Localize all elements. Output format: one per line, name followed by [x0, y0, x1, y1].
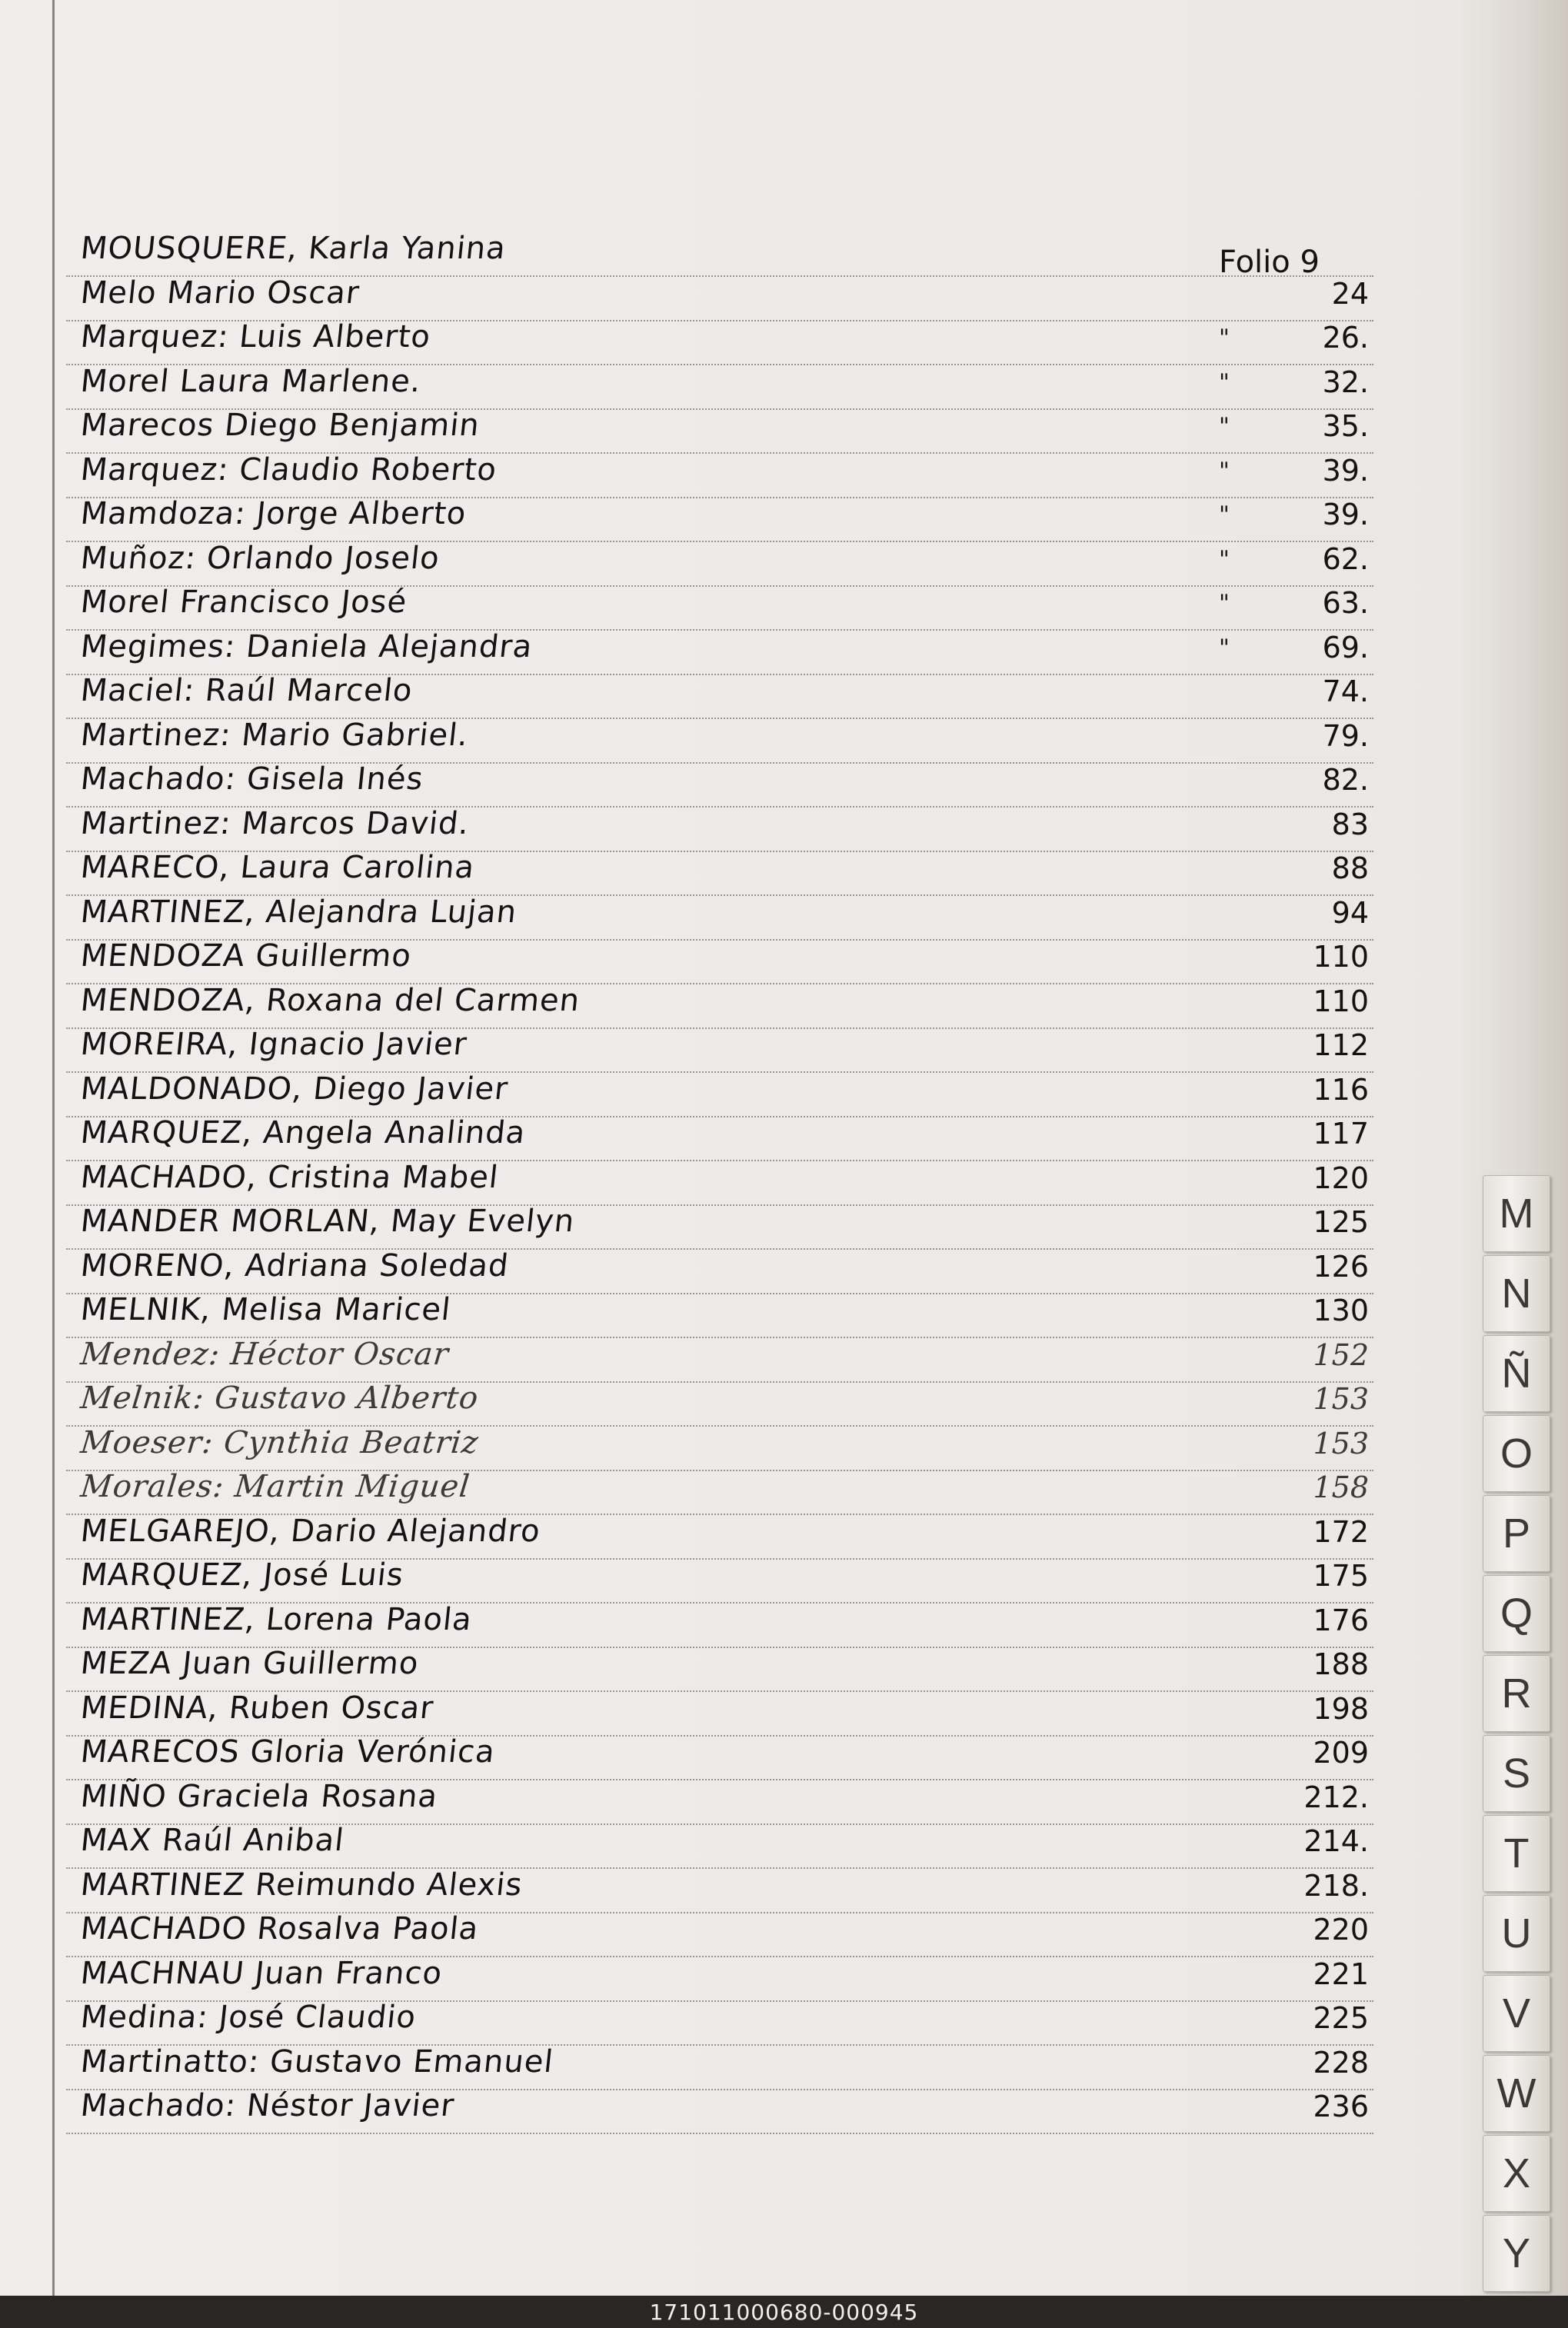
ditto-mark: " — [1219, 545, 1230, 573]
entry-folio: 88 — [1331, 851, 1369, 885]
index-tab[interactable]: X — [1483, 2135, 1550, 2212]
entry-folio: 236 — [1313, 2090, 1369, 2123]
entry-folio: 69. — [1322, 630, 1369, 664]
ledger-entry — [0, 761, 1392, 804]
ledger-entry — [0, 541, 1392, 584]
entry-folio: 175 — [1313, 1559, 1369, 1593]
entry-folio: 209 — [1313, 1736, 1369, 1770]
entry-name: MACHADO, Cristina Mabel — [78, 1159, 501, 1195]
ruled-line — [66, 2133, 1373, 2134]
ditto-mark: " — [1219, 634, 1230, 661]
ledger-entry — [0, 1380, 1392, 1424]
ledger-entry — [0, 364, 1392, 407]
ledger-entry — [0, 1115, 1392, 1158]
entry-name: Martinez: Mario Gabriel. — [78, 717, 471, 753]
index-tab[interactable]: Q — [1483, 1575, 1550, 1652]
entry-folio: 62. — [1322, 541, 1369, 576]
entry-name: Morales: Martin Miguel — [78, 1469, 472, 1504]
ledger-entry — [0, 275, 1392, 318]
ditto-mark: " — [1219, 590, 1230, 617]
entry-name: MEZA Juan Guillermo — [78, 1646, 421, 1681]
ledger-entry — [0, 1734, 1392, 1777]
entry-folio: 63. — [1322, 586, 1369, 620]
entry-folio: 116 — [1313, 1072, 1369, 1107]
entry-name: Melnik: Gustavo Alberto — [78, 1380, 481, 1416]
entry-name: Machado: Néstor Javier — [78, 2088, 457, 2123]
entry-name: MACHADO Rosalva Paola — [78, 1911, 481, 1947]
index-tab[interactable]: O — [1483, 1415, 1550, 1492]
entry-name: Machado: Gisela Inés — [78, 761, 425, 797]
entry-name: Morel Laura Marlene. — [78, 363, 424, 399]
entry-folio: 24 — [1331, 276, 1369, 311]
ledger-entry — [0, 1292, 1392, 1335]
entry-folio: 126 — [1313, 1249, 1369, 1284]
ditto-mark: " — [1219, 457, 1230, 485]
entry-folio: 74. — [1322, 674, 1369, 708]
ledger-entry — [0, 629, 1392, 672]
ditto-mark: " — [1219, 325, 1230, 351]
document-id: 171011000680-000945 — [649, 2299, 919, 2325]
entry-name: MANDER MORLAN, May Evelyn — [78, 1204, 577, 1239]
index-tab[interactable]: M — [1483, 1175, 1550, 1252]
index-tab[interactable]: T — [1483, 1815, 1550, 1892]
entry-folio: 32. — [1322, 365, 1369, 399]
entry-folio: 125 — [1313, 1205, 1369, 1239]
entry-name: MENDOZA, Roxana del Carmen — [78, 982, 582, 1018]
entry-name: MARQUEZ, Angela Analinda — [78, 1115, 528, 1151]
entry-name: Maciel: Raúl Marcelo — [78, 673, 414, 708]
entry-folio: 153 — [1313, 1426, 1369, 1460]
alphabet-index-tabs — [1483, 1175, 1552, 2295]
entry-name: MOUSQUERE, Karla Yanina — [78, 231, 508, 266]
entry-folio: 220 — [1313, 1913, 1369, 1947]
ditto-mark: " — [1219, 501, 1230, 528]
entry-name: MARTINEZ, Lorena Paola — [78, 1601, 474, 1637]
entry-name: Melo Mario Oscar — [78, 275, 361, 311]
entry-folio: 214. — [1303, 1824, 1369, 1858]
entry-folio: 221 — [1313, 1957, 1369, 1991]
ledger-entry — [0, 1160, 1392, 1203]
entry-folio: 110 — [1313, 984, 1369, 1018]
ledger-entry — [0, 1027, 1392, 1070]
index-tab[interactable]: R — [1483, 1655, 1550, 1732]
entry-folio: 225 — [1313, 2001, 1369, 2035]
entry-folio: 112 — [1313, 1028, 1369, 1062]
entry-name: MENDOZA Guillermo — [78, 938, 414, 974]
entry-folio: 39. — [1322, 498, 1369, 531]
entry-name: MARQUEZ, José Luis — [78, 1557, 406, 1593]
document-id-strip — [0, 2296, 1568, 2328]
index-tab[interactable]: N — [1483, 1255, 1550, 1332]
ledger-entry — [0, 452, 1392, 495]
ledger-entry — [0, 1337, 1392, 1380]
ledger-entry — [0, 1514, 1392, 1557]
ledger-entry — [0, 850, 1392, 893]
ledger-entry — [0, 584, 1392, 628]
entry-name: MACHNAU Juan Franco — [78, 1955, 444, 1991]
ledger-entry — [0, 806, 1392, 849]
index-tab[interactable]: Ñ — [1483, 1335, 1550, 1412]
ditto-mark: " — [1219, 368, 1230, 396]
entry-folio: 188 — [1313, 1647, 1369, 1681]
ledger-entry — [0, 1779, 1392, 1822]
ledger-entry — [0, 938, 1392, 981]
entry-name: MELNIK, Melisa Maricel — [78, 1292, 453, 1327]
entry-name: Martinez: Marcos David. — [78, 805, 471, 841]
entry-folio: 39. — [1322, 453, 1369, 488]
ledger-entry — [0, 319, 1392, 362]
ledger-entry — [0, 1690, 1392, 1734]
ledger-entry — [0, 2088, 1392, 2131]
entry-folio: 82. — [1322, 763, 1369, 797]
entry-folio: 120 — [1313, 1161, 1369, 1195]
entry-name: MEDINA, Ruben Oscar — [78, 1690, 436, 1726]
ledger-entry — [0, 1425, 1392, 1468]
entry-folio: 94 — [1331, 895, 1369, 930]
ledger-entry — [0, 1557, 1392, 1600]
entry-folio: 83 — [1331, 807, 1369, 841]
entry-name: MOREIRA, Ignacio Javier — [78, 1027, 469, 1062]
entry-folio: 172 — [1313, 1514, 1369, 1549]
entry-folio: 117 — [1313, 1117, 1369, 1151]
entry-name: MORENO, Adriana Soledad — [78, 1247, 511, 1284]
ledger-entry — [0, 1823, 1392, 1866]
entry-name: Muñoz: Orlando Joselo — [78, 540, 442, 576]
ledger-entry — [0, 1469, 1392, 1512]
index-tab[interactable]: U — [1483, 1895, 1550, 1972]
entry-name: Marecos Diego Benjamin — [78, 408, 482, 443]
entry-name: MELGAREJO, Dario Alejandro — [78, 1513, 543, 1549]
entry-folio: 212. — [1303, 1780, 1369, 1814]
entry-folio: 26. — [1322, 321, 1369, 355]
entry-folio: 153 — [1313, 1382, 1369, 1416]
entry-folio: 198 — [1313, 1691, 1369, 1726]
index-tab[interactable]: W — [1483, 2055, 1550, 2132]
entry-name: Medina: José Claudio — [78, 2000, 418, 2035]
ledger-entry — [0, 408, 1392, 451]
entry-name: Morel Francisco José — [78, 584, 409, 620]
ledger-entry — [0, 894, 1392, 938]
index-tab[interactable]: Y — [1483, 2215, 1550, 2292]
ledger-entry — [0, 1867, 1392, 1910]
entry-name: Megimes: Daniela Alejandra — [78, 628, 534, 664]
entry-name: Moeser: Cynthia Beatriz — [78, 1424, 481, 1460]
ledger-entry — [0, 2044, 1392, 2087]
entry-name: Marquez: Luis Alberto — [78, 319, 433, 355]
entry-folio: 79. — [1322, 718, 1369, 753]
entry-name: Marquez: Claudio Roberto — [78, 451, 499, 488]
entry-folio: 110 — [1313, 940, 1369, 974]
entry-folio: 158 — [1313, 1470, 1369, 1504]
ledger-entry — [0, 1248, 1392, 1291]
ditto-mark: " — [1219, 413, 1230, 440]
index-tab[interactable]: S — [1483, 1735, 1550, 1812]
ledger-entry — [0, 983, 1392, 1026]
entry-name: MARTINEZ, Alejandra Lujan — [78, 894, 519, 930]
ledger-entry — [0, 1204, 1392, 1247]
entry-name: Mendez: Héctor Oscar — [78, 1336, 451, 1372]
entry-folio: 130 — [1313, 1294, 1369, 1327]
ledger-entry — [0, 496, 1392, 539]
entry-folio: 228 — [1313, 2045, 1369, 2080]
entry-name: MARECO, Laura Carolina — [78, 850, 477, 885]
entry-folio: 218. — [1303, 1868, 1369, 1903]
entry-name: MALDONADO, Diego Javier — [78, 1071, 511, 1107]
folio-header: Folio 9 — [1219, 245, 1320, 280]
entry-folio: 35. — [1322, 409, 1369, 443]
entry-name: Martinatto: Gustavo Emanuel — [78, 2043, 555, 2080]
entry-folio: 176 — [1313, 1603, 1369, 1637]
ledger-entry — [0, 1646, 1392, 1689]
entry-name: MIÑO Graciela Rosana — [78, 1778, 440, 1814]
entry-name: Mamdoza: Jorge Alberto — [78, 496, 468, 531]
entry-name: MAX Raúl Anibal — [78, 1823, 346, 1858]
ledger-entry — [0, 1911, 1392, 1954]
ledger-entry — [0, 718, 1392, 761]
index-tab[interactable]: P — [1483, 1495, 1550, 1572]
ledger-entry — [0, 1956, 1392, 1999]
ledger-entry — [0, 1071, 1392, 1114]
ledger-entry — [0, 673, 1392, 716]
entry-name: MARECOS Gloria Verónica — [78, 1734, 498, 1770]
entry-name: MARTINEZ Reimundo Alexis — [78, 1867, 524, 1903]
ledger-entry — [0, 1602, 1392, 1645]
index-tab[interactable]: V — [1483, 1975, 1550, 2052]
entry-folio: 152 — [1313, 1337, 1369, 1372]
ledger-entry — [0, 231, 1392, 274]
ledger-entry — [0, 2000, 1392, 2043]
